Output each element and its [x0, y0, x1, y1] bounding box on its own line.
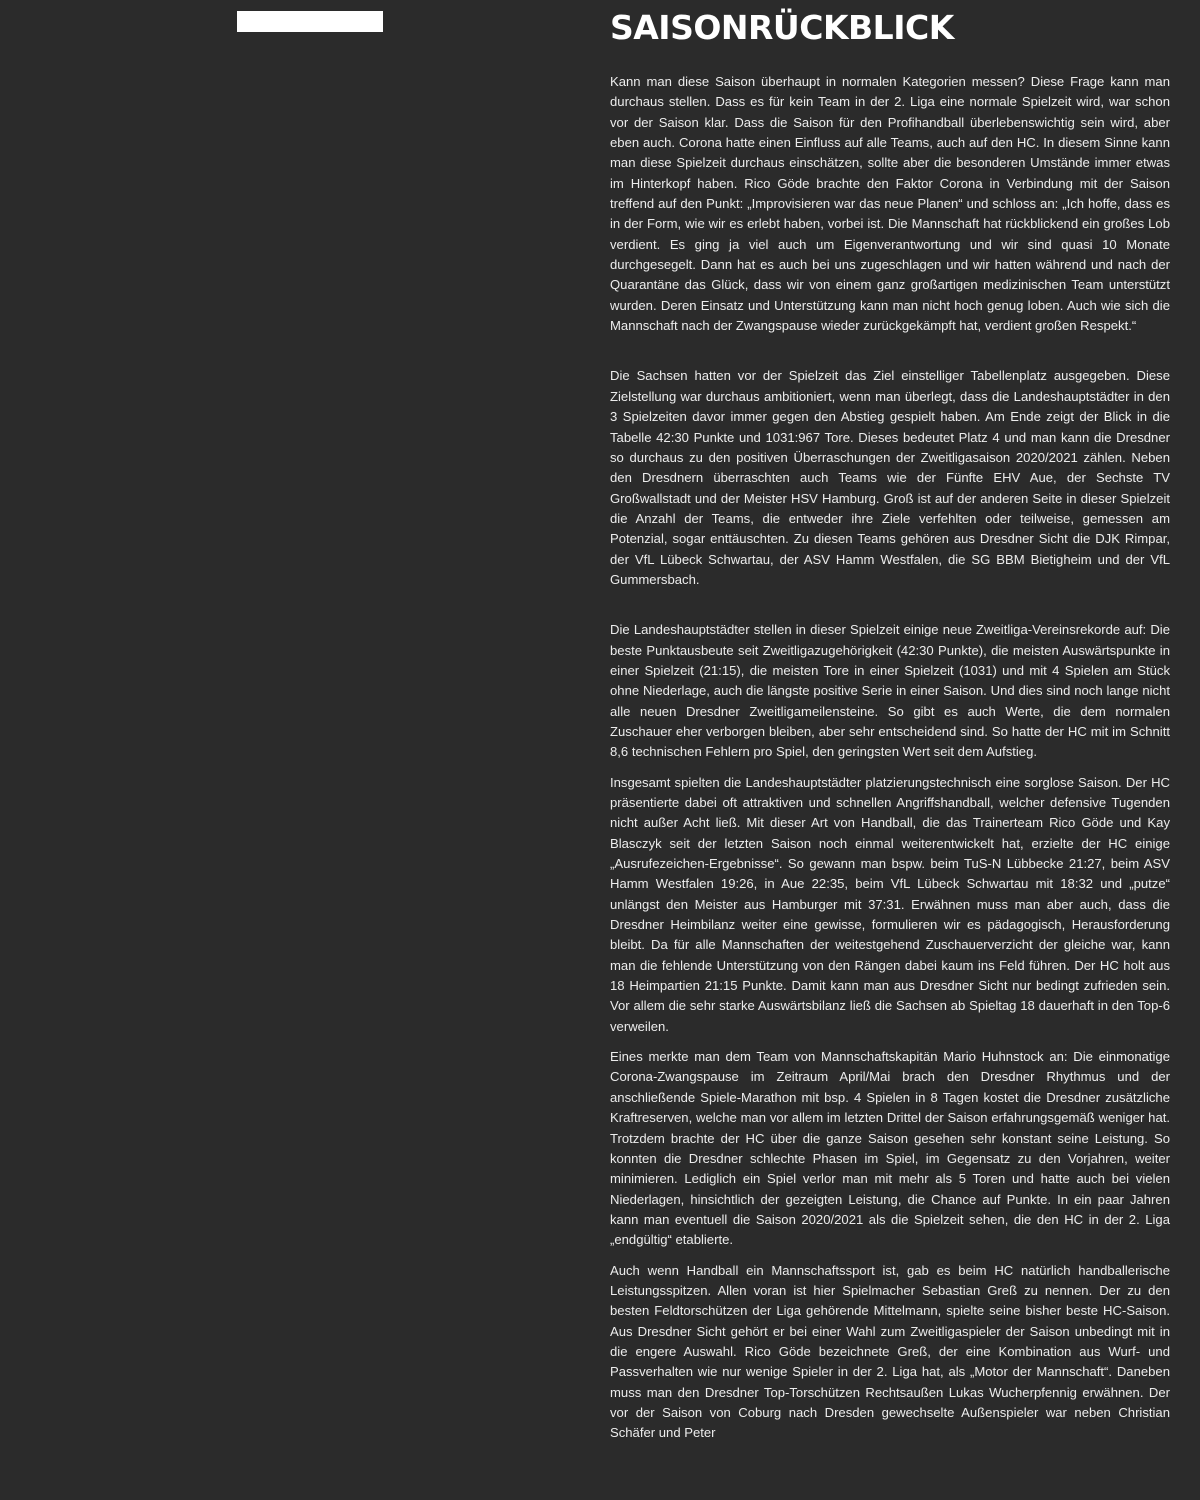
article-paragraph: Die Landeshauptstädter stellen in dieser Spielzeit einige neue Zweitliga-Vereinsrekorde auf: Die beste Punktausbeute seit Zweitligazugehörigkeit (42:30 Punkte), die meisten Auswärtspunkte in einer Spielzeit (21:15), die meisten Tore in einer Spielzeit (1031) und mit 4 Spielen am Stück ohne Niederlage, auch die längste positive Serie in einer Saison. Und dies sind noch lange nicht alle neuen Dresdner Zweitligameilensteine. So gibt es auch Werte, die dem normalen Zuschauer eher verborgen bleiben, aber sehr entscheidend sind. So hatte der HC mit im Schnitt 8,6 technischen Fehlern pro Spiel, den geringsten Wert seit dem Aufstieg.	[610, 622, 1170, 760]
article-paragraph: Kann man diese Saison überhaupt in normalen Kategorien messen? Diese Frage kann man durchaus stellen. Dass es für kein Team in der 2. Liga eine normale Spielzeit wird, war schon vor der Saison klar. Dass die Saison für den Profihandball überlebenswichtig sein wird, aber eben auch. Corona hatte einen Einfluss auf alle Teams, auch auf den HC. In diesem Sinne kann man diese Spielzeit durchaus einschätzen, sollte aber die besonderen Umstände immer etwas im Hinterkopf haben. Rico Göde brachte den Faktor Corona in Verbindung mit der Saison treffend auf den Punkt: „Improvisieren war das neue Planen“ und schloss an: „Ich hoffe, dass es in der Form, wie wir es erlebt haben, vorbei ist. Die Mannschaft hat rückblickend ein großes Lob verdient. Es ging ja viel auch um Eigenverantwortung und wir sind quasi 10 Monate durchgesegelt. Dann hat es auch bei uns zugeschlagen und wir hatten während und nach der Quarantäne das Glück, dass wir von einem ganz großartigen medizinischen Team unterstützt wurden. Deren Einsatz und Unterstützung kann man nicht hoch genug loben. Auch wie sich die Mannschaft nach der Zwangspause wieder zurückgekämpft hat, verdient großen Respekt.“	[610, 74, 1170, 334]
article-paragraph: Eines merkte man dem Team von Mannschaftskapitän Mario Huhnstock an: Die einmonatige Corona-Zwangspause im Zeitraum April/Mai brach den Dresdner Rhythmus und der anschließende Spiele-Marathon mit bsp. 4 Spielen in 8 Tagen kostet die Dresdner zusätzliche Kraftreserven, welche man vor allem im letzten Drittel der Saison erfahrungsgemäß weniger hat. Trotzdem brachte der HC über die ganze Saison gesehen sehr konstant seine Leistung. So konnten die Dresdner schlechte Phasen im Spiel, im Gegensatz zu den Vorjahren, weiter minimieren. Lediglich ein Spiel verlor man mit mehr als 5 Toren und hatte auch bei vielen Niederlagen, hinsichtlich der gezeigten Leistung, die Chance auf Punkte. In ein paar Jahren kann man eventuell die Saison 2020/2021 als die Spielzeit sehen, die den HC in der 2. Liga „endgültig“ etablierte.	[610, 1049, 1170, 1248]
page-title: SAISONRÜCKBLICK	[610, 8, 954, 47]
article-paragraph: Die Sachsen hatten vor der Spielzeit das Ziel einstelliger Tabellenplatz ausgegeben. Diese Zielstellung war durchaus ambitioniert, wenn man überlegt, dass die Landeshauptstädter in den 3 Spielzeiten davor immer gegen den Abstieg gespielt haben. Am Ende zeigt der Blick in die Tabelle 42:30 Punkte und 1031:967 Tore. Dieses bedeutet Platz 4 und man kann die Dresdner so durchaus zu den positiven Überraschungen der Zweitligasaison 2020/2021 zählen. Neben den Dresdnern überraschten auch Teams wie der Fünfte EHV Aue, der Sechste TV Großwallstadt und der Meister HSV Hamburg. Groß ist auf der anderen Seite in dieser Spielzeit die Anzahl der Teams, die entweder ihre Ziele verfehlten oder teilweise, gemessen am Potenzial, sogar enttäuschten. Zu diesen Teams gehören aus Dresdner Sicht die DJK Rimpar, der VfL Lübeck Schwartau, der ASV Hamm Westfalen, die SG BBM Bietigheim und der VfL Gummersbach.	[610, 368, 1170, 587]
article	[610, 6, 1170, 1454]
article-paragraph: Auch wenn Handball ein Mannschaftssport ist, gab es beim HC natürlich handballerische Leistungsspitzen. Allen voran ist hier Spielmacher Sebastian Greß zu nennen. Der zu den besten Feldtorschützen der Liga gehörende Mittelmann, spielte seine bisher beste HC-Saison. Aus Dresdner Sicht gehört er bei einer Wahl zum Zweitligaspieler der Saison unbedingt mit in die engere Auswahl. Rico Göde bezeichnete Greß, der eine Kombination aus Wurf- und Passverhalten wie nur wenige Spieler in der 2. Liga hat, als „Motor der Mannschaft“. Daneben muss man den Dresdner Top-Torschützen Rechtsaußen Lukas Wucherpfennig erwähnen. Der vor der Saison von Coburg nach Dresden gewechselte Außenspieler war neben Christian Schäfer und Peter	[610, 1262, 1170, 1441]
article-paragraph: Insgesamt spielten die Landeshauptstädter platzierungstechnisch eine sorglose Saison. Der HC präsentierte dabei oft attraktiven und schnellen Angriffshandball, welcher defensive Tugenden nicht außer Acht ließ. Mit dieser Art von Handball, die das Trainerteam Rico Göde und Kay Blasczyk seit der letzten Saison noch einmal weiterentwickelt hat, erzielte der HC einige „Ausrufezeichen-Ergebnisse“. So gewann man bspw. beim TuS-N Lübbecke 21:27, beim ASV Hamm Westfalen 19:26, in Aue 22:35, beim VfL Lübeck Schwartau mit 18:32 und „putze“ unlängst den Meister aus Hamburger mit 37:31. Erwähnen muss man aber auch, dass die Dresdner Heimbilanz weiter eine gewisse, formulieren wir es pädagogisch, Herausforderung bleibt. Da für alle Mannschaften der weitestgehend Zuschauerverzicht der gleiche war, kann man die fehlende Unterstützung von den Rängen dabei kaum ins Feld führen. Der HC holt aus 18 Heimpartien 21:15 Punkte. Damit kann man aus Dresdner Sicht nur bedingt zufrieden sein. Vor allem die sehr starke Auswärtsbilanz ließ die Sachsen ab Spieltag 18 dauerhaft in den Top-6 verweilen.	[610, 774, 1170, 1034]
nav-placeholder-bar	[237, 11, 383, 32]
